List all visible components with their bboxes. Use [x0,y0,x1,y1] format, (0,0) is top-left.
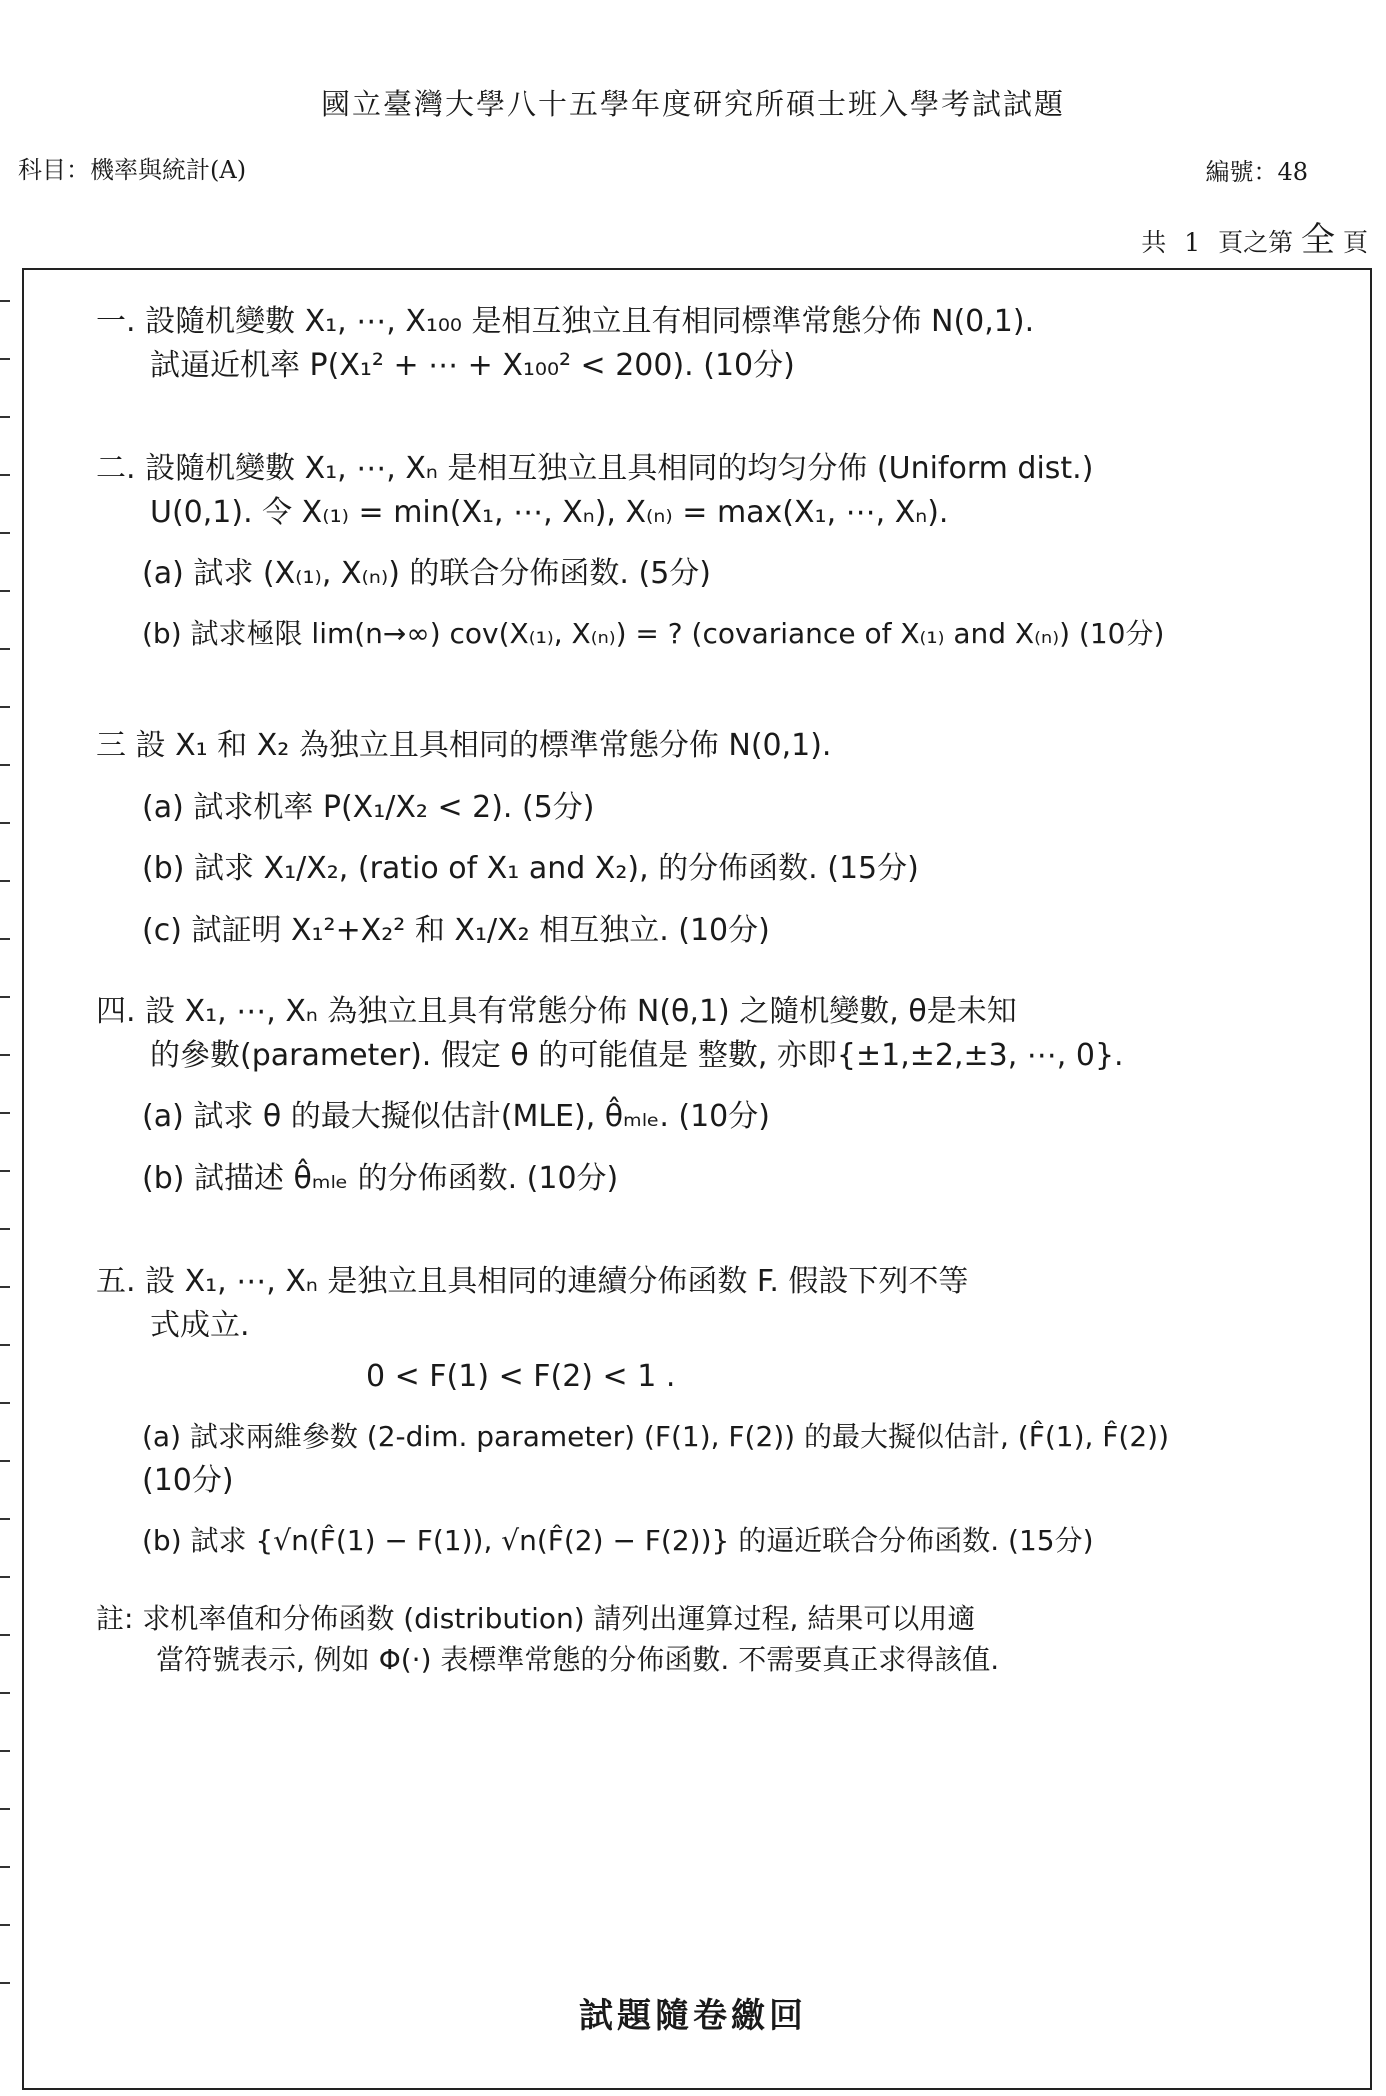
inequality-formula: 0 < F(1) < F(2) < 1 . [366,1359,676,1395]
question-line: 四. 設 X₁, ⋯, Xₙ 為独立且具有常態分佈 N(θ,1) 之隨机變數, θ是未知 [96,994,1017,1030]
sub-question: (b) 試求極限 lim(n→∞) cov(X₍₁₎, X₍ₙ₎) = ? (covariance of X₍₁₎ and X₍ₙ₎) (10分) [142,616,1165,650]
sub-question: (c) 試証明 X₁²+X₂² 和 X₁/X₂ 相互独立. (10分) [142,912,770,948]
pages-prefix: 共 [1141,228,1167,257]
exam-content [96,300,1306,1680]
pages-mid: 頁之第 [1218,228,1294,257]
question-3 [96,724,1306,952]
pages-total: 1 [1184,228,1201,257]
sub-question: (a) 試求 (X₍₁₎, X₍ₙ₎) 的联合分佈函数. (5分) [142,556,712,591]
sub-question: (a) 試求兩維參数 (2-dim. parameter) (F(1), F(2)) 的最大擬似估計, (F̂(1), F̂(2)) [142,1419,1169,1453]
question-line: 五. 設 X₁, ⋯, Xₙ 是独立且具相同的連續分佈函数 F. 假設下列不等 [96,1264,969,1300]
question-line: 一. 設隨机變數 X₁, ⋯, X₁₀₀ 是相互独立且有相同標準常態分佈 N(0,1). [96,304,1035,339]
sub-question: (b) 試描述 θ̂ₘₗₑ 的分佈函数. (10分) [142,1160,619,1196]
sub-question: (a) 試求 θ 的最大擬似估計(MLE), θ̂ₘₗₑ. (10分) [142,1099,770,1135]
question-5 [96,1260,1306,1561]
question-line: 試逼近机率 P(X₁² + ⋯ + X₁₀₀² < 200). (10分) [150,347,795,383]
question-line: 二. 設隨机變數 X₁, ⋯, Xₙ 是相互独立且具相同的均匀分佈 (Uniform dist.) [96,451,1094,486]
question-2 [96,447,1306,654]
pages-current: 全 [1301,220,1336,260]
subject-label: 科目：機率與統計(A) [18,156,247,184]
serial-number: 編號：48 [1205,158,1308,186]
sub-question: (10分) [142,1463,234,1499]
page-count [1141,212,1368,261]
note-line: 註: 求机率值和分佈函数 (distribution) 請列出運算过程, 結果可以用適 [96,1602,976,1636]
footer-return-notice: 試題隨卷繳回 [579,1996,807,2036]
question-4 [96,990,1306,1200]
note [96,1599,1306,1680]
question-line: 三 設 X₁ 和 X₂ 為独立且具相同的標準常態分佈 N(0,1). [96,728,832,764]
sub-question: (a) 試求机率 P(X₁/X₂ < 2). (5分) [142,789,595,825]
page-title: 國立臺灣大學八十五學年度研究所碩士班入學考試試題 [320,87,1065,121]
pages-suffix: 頁 [1342,228,1368,257]
question-line: 的參數(parameter). 假定 θ 的可能值是 整數, 亦即{±1,±2,±3, ⋯, 0}. [150,1037,1124,1073]
note-line: 當符號表示, 例如 Φ(·) 表標準常態的分佈函數. 不需要真正求得該值. [156,1642,1000,1676]
margin-ticks [0,300,10,2080]
question-line: 式成立. [150,1307,250,1343]
sub-question: (b) 試求 {√n(F̂(1) − F(1)), √n(F̂(2) − F(2))} 的逼近联合分佈函数. (15分) [142,1523,1094,1557]
question-line: U(0,1). 令 X₍₁₎ = min(X₁, ⋯, Xₙ), X₍ₙ₎ = max(X₁, ⋯, Xₙ). [150,494,949,530]
sub-question: (b) 試求 X₁/X₂, (ratio of X₁ and X₂), 的分佈函数. (15分) [142,851,919,887]
question-1 [96,300,1306,387]
